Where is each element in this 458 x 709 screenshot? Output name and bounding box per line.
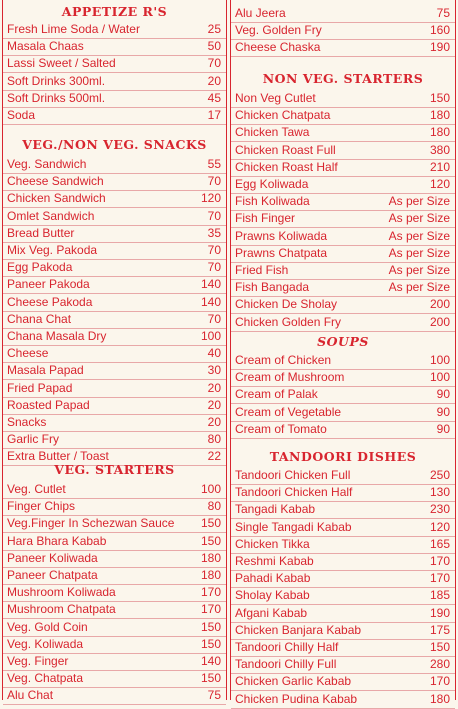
menu-item-row — [3, 396, 226, 415]
menu-item-price: 150 — [200, 636, 221, 651]
menu-item-name: Cream of Mushroom — [235, 370, 345, 385]
menu-item-name: Garlic Fry — [7, 432, 59, 447]
menu-item-row — [231, 655, 455, 674]
menu-item-name: Alu Chat — [7, 688, 54, 703]
menu-column-right — [230, 0, 456, 706]
menu-item-row — [231, 535, 455, 554]
menu-item-price: 150 — [200, 533, 221, 548]
menu-item-price: 70 — [207, 311, 221, 326]
menu-item-price: 50 — [207, 39, 221, 54]
menu-item-row — [3, 20, 226, 39]
menu-item-price: 75 — [207, 688, 221, 703]
menu-item-name: Fried Papad — [7, 380, 73, 395]
menu-item-name: Non Veg Cutlet — [235, 91, 316, 105]
menu-item-row — [231, 403, 455, 422]
menu-item-price: As per Size — [388, 245, 450, 260]
menu-item-row — [231, 466, 455, 485]
menu-item-price: 165 — [429, 536, 450, 551]
menu-item-row — [3, 172, 226, 191]
menu-item-price: 180 — [429, 125, 450, 140]
section-title-tandoori-dishes: TANDOORI DISHES — [269, 449, 417, 464]
menu-item-price: 180 — [429, 108, 450, 123]
menu-item-row — [231, 89, 455, 108]
menu-item-name: Tandoori Chicken Half — [235, 485, 353, 500]
menu-item-name: Omlet Sandwich — [7, 208, 95, 223]
menu-item-row — [231, 690, 455, 709]
menu-item-name: Tandoori Chilly Half — [235, 640, 339, 654]
menu-item-row — [3, 430, 226, 449]
menu-item-price: 190 — [429, 605, 450, 620]
menu-item-price: 170 — [429, 571, 450, 586]
menu-item-row — [3, 652, 226, 671]
menu-item-row — [3, 532, 226, 551]
menu-item-row — [231, 351, 455, 370]
menu-item-price: As per Size — [388, 211, 450, 226]
menu-item-name: Pahadi Kabab — [235, 571, 311, 586]
menu-item-name: Chana Chat — [7, 311, 72, 326]
menu-item-name: Cream of Vegetable — [235, 404, 342, 419]
menu-item-row — [3, 258, 226, 277]
menu-item-name: Cheese — [7, 346, 49, 361]
menu-item-price: 100 — [200, 329, 221, 343]
menu-item-name: Veg. Finger — [7, 654, 69, 668]
menu-item-row — [231, 638, 455, 657]
menu-item-row — [3, 497, 226, 516]
menu-item-name: Chicken Tawa — [235, 125, 310, 140]
menu-item-row — [231, 313, 455, 332]
menu-item-row — [231, 21, 455, 40]
menu-item-name: Chicken Golden Fry — [235, 314, 342, 329]
menu-item-price: 120 — [429, 519, 450, 534]
menu-item-name: Roasted Papad — [7, 397, 90, 412]
menu-item-price: 90 — [436, 404, 450, 419]
menu-item-name: Soda — [7, 108, 36, 122]
menu-item-price: 55 — [207, 157, 221, 171]
menu-item-name: Mushroom Chatpata — [7, 602, 116, 617]
menu-item-row — [3, 241, 226, 260]
menu-item-price: 150 — [429, 91, 450, 105]
menu-item-row — [231, 123, 455, 142]
menu-item-name: Veg. Gold Coin — [7, 619, 88, 634]
menu-item-name: Egg Pakoda — [7, 260, 73, 275]
menu-item-row — [231, 261, 455, 280]
menu-item-row — [3, 686, 226, 705]
menu-item-name: Chicken Sandwich — [7, 191, 106, 206]
menu-item-price: 100 — [200, 482, 221, 496]
menu-item-price: 20 — [207, 397, 221, 412]
menu-item-price: 70 — [207, 260, 221, 275]
menu-item-row — [231, 141, 455, 160]
menu-item-name: Chicken Banjara Kabab — [235, 622, 362, 637]
menu-item-price: 210 — [429, 159, 450, 174]
menu-item-price: 200 — [429, 314, 450, 329]
menu-item-row — [231, 420, 455, 439]
menu-item-row — [3, 207, 226, 226]
menu-item-row — [3, 600, 226, 619]
menu-item-row — [3, 224, 226, 243]
menu-item-row — [231, 483, 455, 502]
section-title-appetize-r-s: APPETIZE R'S — [61, 4, 168, 19]
menu-item-row — [231, 192, 455, 211]
menu-item-name: Paneer Koliwada — [7, 550, 98, 565]
menu-item-row — [3, 310, 226, 329]
menu-item-name: Mix Veg. Pakoda — [7, 243, 98, 257]
menu-item-price: 120 — [429, 177, 450, 191]
menu-item-row — [3, 54, 226, 73]
menu-item-row — [231, 569, 455, 588]
menu-item-row — [231, 175, 455, 194]
menu-item-name: Veg. Koliwada — [7, 636, 84, 651]
menu-item-price: 170 — [429, 554, 450, 568]
section-title-veg-non-veg-snacks: VEG./NON VEG. SNACKS — [22, 137, 207, 152]
menu-column-left — [2, 0, 227, 703]
menu-item-name: Hara Bhara Kabab — [7, 533, 107, 548]
menu-item-name: Cream of Palak — [235, 387, 318, 402]
menu-item-row — [231, 621, 455, 640]
menu-item-name: Tandoori Chicken Full — [235, 468, 351, 482]
menu-item-price: 70 — [207, 243, 221, 257]
menu-item-name: Chana Masala Dry — [7, 329, 107, 343]
menu-item-row — [3, 480, 226, 499]
menu-item-name: Chicken Tikka — [235, 536, 310, 551]
menu-item-price: 150 — [429, 640, 450, 654]
menu-item-name: Soft Drinks 500ml. — [7, 90, 106, 105]
menu-item-name: Cream of Chicken — [235, 353, 332, 367]
menu-item-name: Cheese Chaska — [235, 40, 321, 55]
menu-item-row — [231, 385, 455, 404]
menu-item-name: Finger Chips — [7, 499, 76, 514]
menu-item-price: 150 — [200, 516, 221, 531]
menu-item-price: As per Size — [388, 228, 450, 243]
menu-item-row — [231, 500, 455, 519]
menu-item-row — [231, 604, 455, 623]
menu-item-price: 90 — [436, 421, 450, 436]
menu-item-price: 280 — [429, 657, 450, 672]
menu-item-name: Chicken Garlic Kabab — [235, 674, 352, 689]
section-title-veg-starters: VEG. STARTERS — [54, 462, 175, 477]
menu-item-name: Tandoori Chilly Full — [235, 657, 337, 672]
menu-item-price: 140 — [200, 277, 221, 292]
menu-item-price: 180 — [200, 550, 221, 565]
menu-item-row — [3, 549, 226, 568]
menu-item-name: Veg.Finger In Schezwan Sauce — [7, 516, 175, 531]
menu-item-price: 75 — [436, 6, 450, 20]
menu-item-name: Chicken Pudina Kabab — [235, 691, 358, 706]
menu-item-name: Bread Butter — [7, 225, 75, 240]
menu-item-price: 100 — [429, 353, 450, 367]
menu-item-name: Veg. Chatpata — [7, 671, 84, 686]
menu-item-price: 70 — [207, 208, 221, 223]
menu-item-row — [231, 552, 455, 571]
menu-item-price: 170 — [200, 585, 221, 600]
menu-item-row — [231, 4, 455, 23]
menu-item-row — [3, 189, 226, 208]
menu-item-row — [3, 155, 226, 174]
menu-item-row — [3, 566, 226, 585]
menu-item-row — [231, 227, 455, 246]
menu-item-price: 17 — [207, 108, 221, 122]
menu-item-name: Paneer Pakoda — [7, 277, 90, 292]
menu-item-price: 190 — [429, 40, 450, 55]
menu-item-price: 185 — [429, 588, 450, 603]
menu-item-price: 30 — [207, 363, 221, 378]
menu-item-row — [231, 244, 455, 263]
menu-item-price: 70 — [207, 174, 221, 189]
menu-item-name: Veg. Sandwich — [7, 157, 87, 171]
menu-item-name: Tangadi Kabab — [235, 502, 316, 517]
menu-item-name: Afgani Kabab — [235, 605, 308, 620]
menu-item-price: 170 — [200, 602, 221, 617]
menu-item-row — [231, 278, 455, 297]
menu-item-name: Fish Finger — [235, 211, 296, 226]
menu-item-price: 90 — [436, 387, 450, 402]
menu-item-price: 380 — [429, 142, 450, 157]
menu-item-name: Chicken Roast Half — [235, 159, 338, 174]
menu-item-price: 80 — [207, 499, 221, 514]
menu-item-name: Fried Fish — [235, 263, 289, 277]
menu-item-price: 150 — [200, 671, 221, 686]
menu-item-name: Masala Chaas — [7, 39, 84, 54]
menu-item-price: 130 — [429, 485, 450, 500]
menu-item-price: 70 — [207, 56, 221, 71]
menu-item-name: Paneer Chatpata — [7, 568, 98, 582]
menu-item-name: Single Tangadi Kabab — [235, 519, 352, 534]
menu-item-price: 20 — [207, 415, 221, 429]
menu-item-name: Sholay Kabab — [235, 588, 310, 603]
menu-item-price: As per Size — [388, 280, 450, 295]
menu-item-price: 20 — [207, 380, 221, 395]
menu-item-row — [231, 295, 455, 314]
menu-item-price: 45 — [207, 90, 221, 105]
menu-item-name: Chicken Roast Full — [235, 142, 336, 157]
menu-item-price: 230 — [429, 502, 450, 517]
menu-item-price: 100 — [429, 370, 450, 385]
menu-item-price: 175 — [429, 622, 450, 637]
menu-item-price: 80 — [207, 432, 221, 447]
menu-item-name: Cheese Pakoda — [7, 294, 93, 309]
section-title-non-veg-starters: NON VEG. STARTERS — [262, 71, 424, 86]
menu-item-row — [231, 368, 455, 387]
menu-item-name: Fresh Lime Soda / Water — [7, 22, 140, 36]
section-title-soups: SOUPS — [317, 334, 369, 349]
menu-item-price: 20 — [207, 73, 221, 88]
menu-item-price: 22 — [207, 449, 221, 464]
menu-item-name: Veg. Cutlet — [7, 482, 66, 496]
menu-item-price: 140 — [200, 294, 221, 309]
menu-item-row — [3, 106, 226, 125]
menu-item-price: 250 — [429, 468, 450, 482]
menu-item-row — [231, 209, 455, 228]
menu-item-price: 120 — [200, 191, 221, 206]
menu-item-row — [3, 635, 226, 654]
menu-item-name: Fish Koliwada — [235, 194, 310, 209]
menu-item-row — [231, 518, 455, 537]
menu-item-name: Chicken Chatpata — [235, 108, 331, 123]
menu-item-name: Lassi Sweet / Salted — [7, 56, 116, 71]
menu-item-row — [231, 38, 455, 57]
menu-item-name: Prawns Chatpata — [235, 245, 328, 260]
menu-item-row — [3, 344, 226, 363]
menu-item-price: 160 — [429, 23, 450, 38]
menu-item-row — [231, 106, 455, 125]
menu-item-row — [3, 89, 226, 108]
menu-item-name: Mushroom Koliwada — [7, 585, 116, 600]
menu-item-name: Extra Butter / Toast — [7, 449, 109, 464]
menu-item-price: 40 — [207, 346, 221, 361]
menu-item-name: Soft Drinks 300ml. — [7, 73, 106, 88]
menu-item-name: Cream of Tomato — [235, 421, 327, 436]
menu-item-price: 150 — [200, 619, 221, 634]
menu-item-price: 180 — [200, 568, 221, 582]
menu-item-price: 25 — [207, 22, 221, 36]
menu-item-row — [3, 72, 226, 91]
menu-item-name: Reshmi Kabab — [235, 554, 314, 568]
menu-item-row — [3, 379, 226, 398]
menu-item-row — [3, 583, 226, 602]
menu-item-name: Alu Jeera — [235, 6, 286, 20]
menu-item-row — [231, 586, 455, 605]
menu-item-price: 200 — [429, 297, 450, 312]
menu-item-name: Egg Koliwada — [235, 177, 309, 191]
menu-item-name: Cheese Sandwich — [7, 174, 104, 189]
menu-item-name: Prawns Koliwada — [235, 228, 328, 243]
menu-item-row — [3, 293, 226, 312]
menu-item-row — [3, 275, 226, 294]
menu-item-name: Veg. Golden Fry — [235, 23, 322, 38]
menu-item-row — [3, 361, 226, 380]
menu-item-price: 170 — [429, 674, 450, 689]
menu-item-name: Snacks — [7, 415, 47, 429]
menu-item-name: Fish Bangada — [235, 280, 310, 295]
menu-item-row — [3, 413, 226, 432]
menu-item-row — [231, 158, 455, 177]
menu-item-row — [3, 37, 226, 56]
menu-item-price: 35 — [207, 225, 221, 240]
menu-item-price: 180 — [429, 691, 450, 706]
menu-item-row — [231, 672, 455, 691]
menu-item-row — [3, 669, 226, 688]
menu-item-row — [3, 327, 226, 346]
menu-item-row — [3, 618, 226, 637]
menu-item-name: Masala Papad — [7, 363, 84, 378]
menu-item-name: Chicken De Sholay — [235, 297, 338, 312]
menu-item-price: As per Size — [388, 263, 450, 277]
menu-item-price: As per Size — [388, 194, 450, 209]
menu-item-price: 140 — [200, 654, 221, 668]
menu-item-row — [3, 514, 226, 533]
